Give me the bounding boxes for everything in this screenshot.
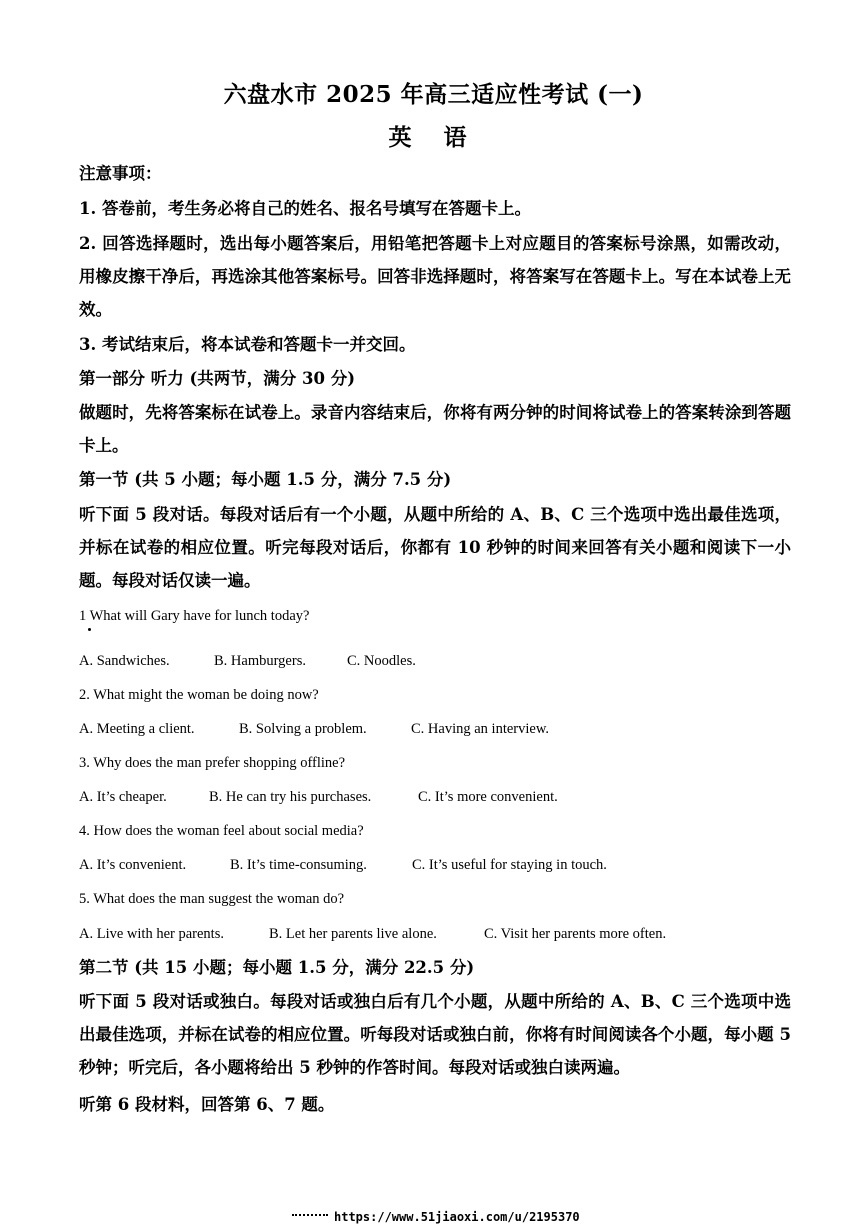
question-3-option-a[interactable]: A. It’s cheaper. — [79, 789, 167, 805]
section2-heading: 第二节 (共 15 小题；每小题 1.5 分，满分 22.5 分) — [79, 958, 475, 977]
question-3-options — [79, 787, 558, 807]
question-3-stem: 3. Why does the man prefer shopping offline? — [79, 755, 346, 771]
question-4-stem: 4. How does the woman feel about social media? — [79, 823, 364, 839]
question-1-stem: 1 What will Gary have for lunch today? — [79, 608, 310, 624]
notice-heading: 注意事项： — [79, 164, 162, 183]
question-5-option-b[interactable]: B. Let her parents live alone. — [269, 926, 437, 942]
question-1-options — [79, 651, 416, 671]
notice-item-1: 1. 答卷前，考生务必将自己的姓名、报名号填写在答题卡上。 — [79, 199, 531, 218]
question-2-option-a[interactable]: A. Meeting a client. — [79, 721, 195, 737]
footer-url[interactable]: https://www.51jiaoxi.com/u/2195370 — [334, 1210, 580, 1224]
question-3-option-c[interactable]: C. It’s more convenient. — [418, 789, 558, 805]
question-5-option-a[interactable]: A. Live with her parents. — [79, 926, 224, 942]
question-2-option-c[interactable]: C. Having an interview. — [411, 721, 549, 737]
question-5-options — [79, 924, 666, 944]
exam-title: 六盘水市 2025 年高三适应性考试 (一) — [223, 81, 644, 108]
question-2-options — [79, 719, 549, 739]
question-1-option-b[interactable]: B. Hamburgers. — [214, 653, 306, 669]
exam-subject: 英 语 — [388, 124, 479, 151]
question-2-option-b[interactable]: B. Solving a problem. — [239, 721, 367, 737]
section2-material: 听第 6 段材料，回答第 6、7 题。 — [79, 1095, 335, 1114]
question-5-option-c[interactable]: C. Visit her parents more often. — [484, 926, 667, 942]
question-2-stem: 2. What might the woman be doing now? — [79, 687, 319, 703]
question-5-stem: 5. What does the man suggest the woman do? — [79, 891, 345, 907]
question-4-option-b[interactable]: B. It’s time-consuming. — [230, 857, 367, 873]
part1-heading: 第一部分 听力 (共两节，满分 30 分) — [79, 369, 356, 388]
stray-dot — [88, 628, 91, 631]
footer-mark — [292, 1214, 328, 1221]
question-3-option-b[interactable]: B. He can try his purchases. — [209, 789, 372, 805]
part1-instructions: 做题时，先将答案标在试卷上。录音内容结束后，你将有两分钟的时间将试卷上的答案转涂到答题卡上。 — [79, 403, 791, 455]
notice-item-3: 3. 考试结束后，将本试卷和答题卡一并交回。 — [79, 335, 416, 354]
question-4-options — [79, 855, 607, 875]
section1-instructions: 听下面 5 段对话。每段对话后有一个小题，从题中所给的 A、B、C 三个选项中选出最佳选项，并标在试卷的相应位置。听完每段对话后，你都有 10 秒钟的时间来回答有关小题和阅读下一小题。每段对话仅读一遍。 — [79, 505, 791, 590]
question-1-option-c[interactable]: C. Noodles. — [347, 653, 416, 669]
footer-watermark — [292, 1210, 580, 1224]
question-4-option-c[interactable]: C. It’s useful for staying in touch. — [412, 857, 607, 873]
notice-item-2: 2. 回答选择题时，选出每小题答案后，用铅笔把答题卡上对应题目的答案标号涂黑，如需改动，用橡皮擦干净后，再选涂其他答案标号。回答非选择题时，将答案写在答题卡上。写在本试卷上无效。 — [79, 234, 791, 319]
question-4-option-a[interactable]: A. It’s convenient. — [79, 857, 187, 873]
question-1-option-a[interactable]: A. Sandwiches. — [79, 653, 170, 669]
section1-heading: 第一节 (共 5 小题；每小题 1.5 分，满分 7.5 分) — [79, 470, 452, 489]
section2-instructions: 听下面 5 段对话或独白。每段对话或独白后有几个小题，从题中所给的 A、B、C 三个选项中选出最佳选项，并标在试卷的相应位置。听每段对话或独白前，你将有时间阅读各个小题，每小题 5 秒钟；听完后，各小题将给出 5 秒钟的作答时间。每段对话或独白读两遍。 — [79, 992, 791, 1077]
